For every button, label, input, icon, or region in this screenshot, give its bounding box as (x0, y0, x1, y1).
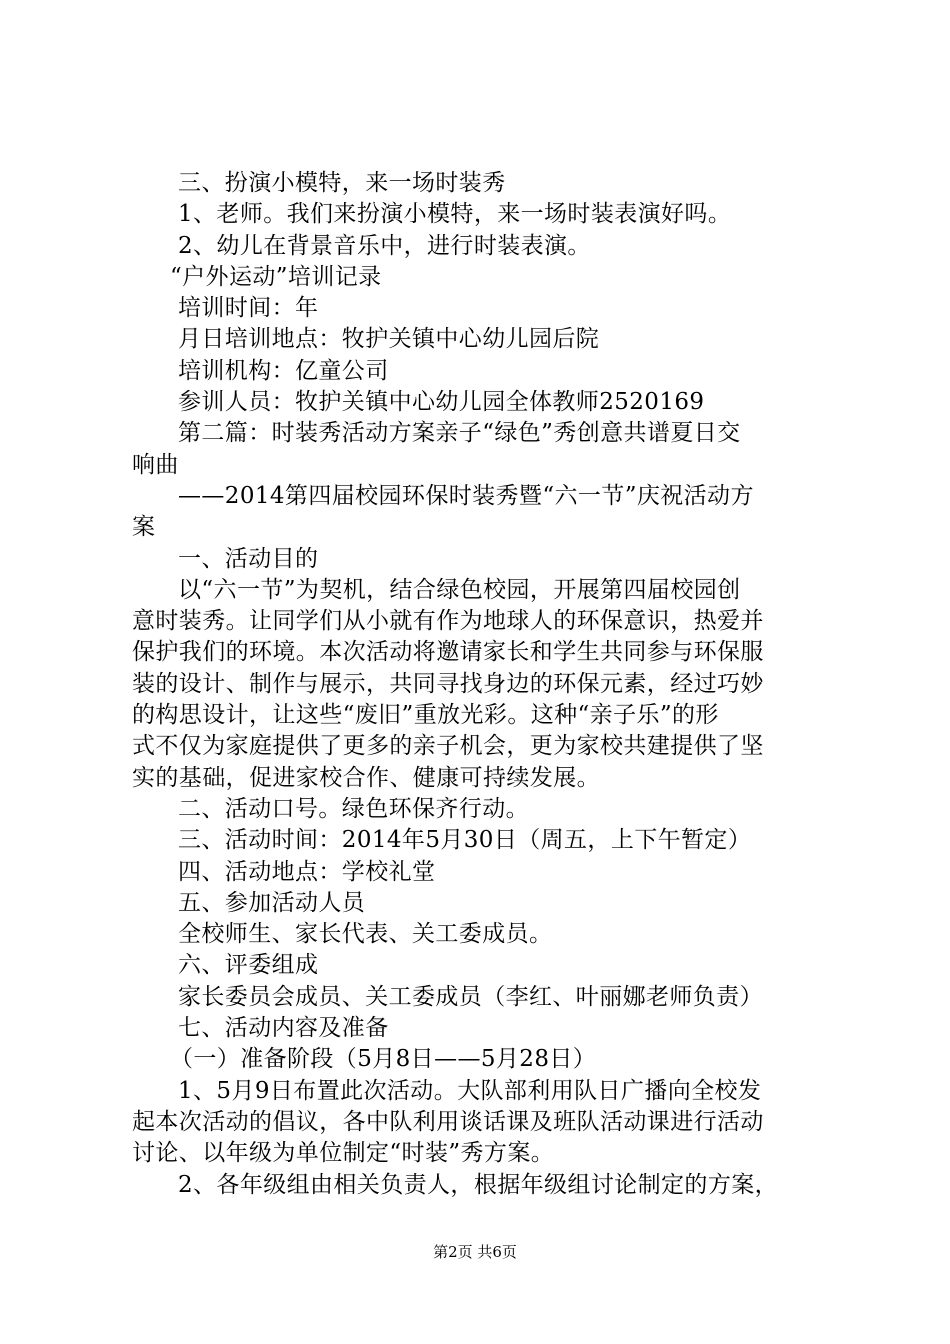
text-line: 培训时间：年 (178, 295, 319, 322)
section-heading: 二、活动口号。绿色环保齐行动。 (178, 795, 529, 822)
paragraph-line: 起本次活动的倡议，各中队利用谈话课及班队活动课进行活动 (132, 1108, 764, 1135)
chapter-title-continued: 响曲 (132, 451, 179, 478)
paragraph-line: 以“六一节”为契机，结合绿色校园，开展第四届校园创 (178, 576, 741, 603)
paragraph-line: 实的基础，促进家校合作、健康可持续发展。 (132, 764, 600, 791)
subsection-heading: （一）准备阶段（5月8日——5月28日） (170, 1046, 597, 1073)
paragraph-line: 讨论、以年级为单位制定“时装”秀方案。 (132, 1140, 555, 1167)
section-heading: 七、活动内容及准备 (178, 1015, 389, 1042)
section-heading: 四、活动地点：学校礼堂 (178, 858, 436, 885)
paragraph-line: 保护我们的环境。本次活动将邀请家长和学生共同参与环保服 (132, 639, 764, 666)
paragraph-line: 装的设计、制作与展示，共同寻找身边的环保元素，经过巧妙 (132, 670, 764, 697)
section-heading: 三、活动时间：2014年5月30日（周五，上下午暂定） (178, 827, 752, 854)
paragraph-line: 的构思设计，让这些“废旧”重放光彩。这种“亲子乐”的形 (132, 702, 719, 729)
section-heading: 三、扮演小模特，来一场时装秀 (178, 170, 506, 196)
subtitle: ——2014第四届校园环保时装秀暨“六一节”庆祝活动方 (178, 482, 754, 509)
page-number-footer: 第2页 共6页 (433, 1243, 517, 1261)
document-body (132, 168, 832, 1201)
text-line: 月日培训地点：牧护关镇中心幼儿园后院 (178, 326, 600, 353)
record-title: “户外运动”培训记录 (170, 263, 382, 290)
text-line: 全校师生、家长代表、关工委成员。 (178, 921, 553, 948)
paragraph-line: 1、5月9日布置此次活动。大队部利用队日广播向全校发 (178, 1077, 762, 1104)
text-line: 2、幼儿在背景音乐中，进行时装表演。 (178, 232, 591, 259)
text-line: 培训机构：亿童公司 (178, 357, 389, 384)
paragraph-line: 式不仅为家庭提供了更多的亲子机会，更为家校共建提供了坚 (132, 733, 764, 760)
section-heading: 一、活动目的 (178, 545, 319, 572)
section-heading: 五、参加活动人员 (178, 889, 366, 916)
paragraph-line: 2、各年级组由相关负责人，根据年级组讨论制定的方案， (178, 1171, 779, 1198)
section-heading: 六、评委组成 (178, 952, 319, 979)
chapter-title: 第二篇：时装秀活动方案亲子“绿色”秀创意共谱夏日交 (178, 420, 741, 447)
text-line: 家长委员会成员、关工委成员（李红、叶丽娜老师负责） (178, 983, 763, 1010)
subtitle-continued: 案 (132, 514, 156, 541)
text-line: 1、老师。我们来扮演小模特，来一场时装表演好吗。 (178, 201, 732, 228)
paragraph-line: 意时装秀。让同学们从小就有作为地球人的环保意识，热爱并 (132, 608, 764, 635)
text-line: 参训人员：牧护关镇中心幼儿园全体教师2520169 (178, 389, 705, 416)
